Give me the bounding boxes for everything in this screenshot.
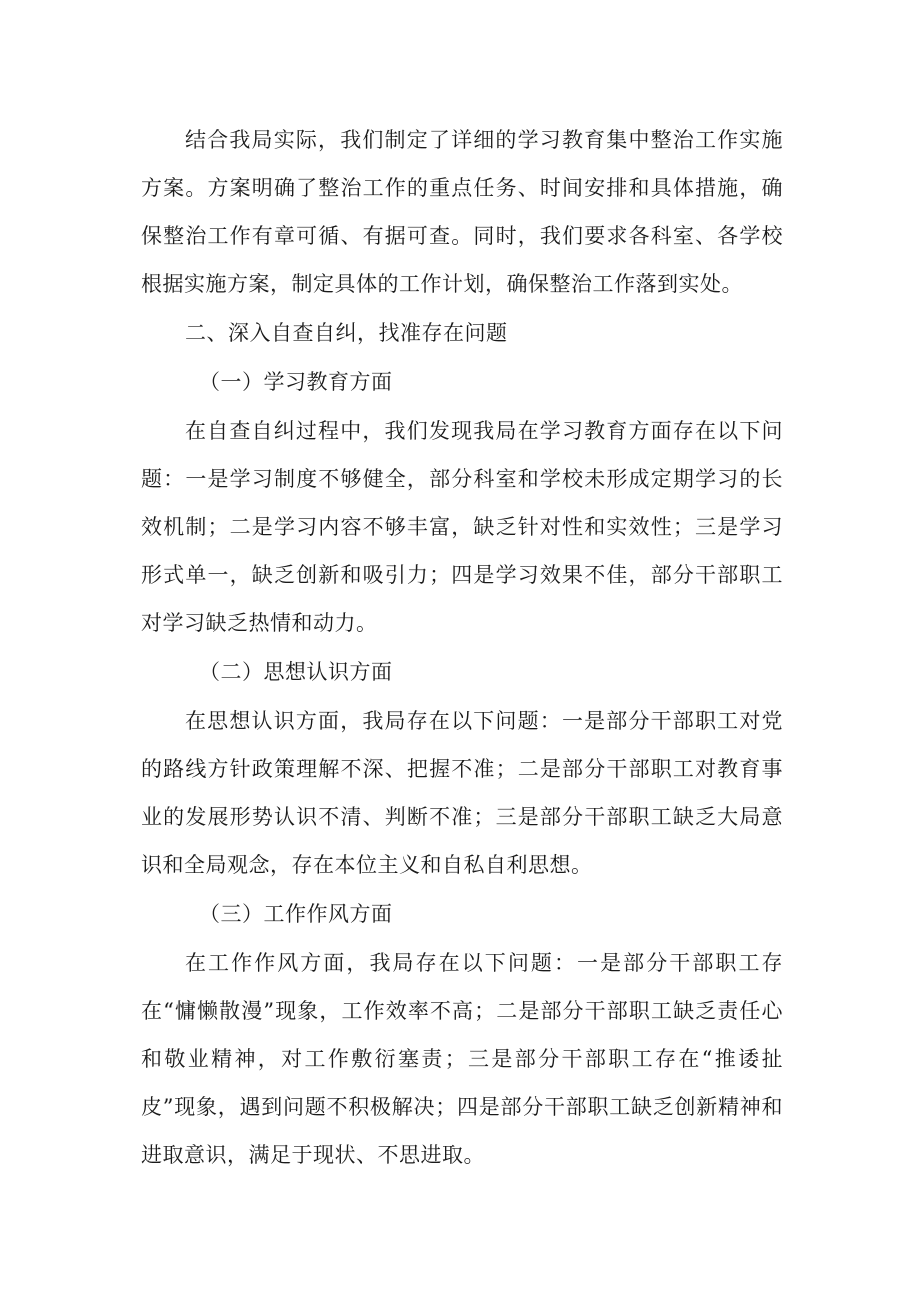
paragraph-study-education-issues: 在自查自纠过程中，我们发现我局在学习教育方面存在以下问题：一是学习制度不够健全，部分科室和学校未形成定期学习的长效机制；二是学习内容不够丰富，缺乏针对性和实效性；三是学习形式单一，缺乏创新和吸引力；四是学习效果不佳，部分干部职工对学习缺乏热情和动力。 [141,419,783,635]
subheading-study-education: （一）学习教育方面 [199,370,393,394]
document-body [141,116,783,1180]
paragraph-work-style-issues: 在工作作风方面，我局存在以下问题：一是部分干部职工存在“慵懒散漫”现象，工作效率不高；二是部分干部职工缺乏责任心和敬业精神，对工作敷衍塞责；三是部分干部职工存在“推诿扯皮”现象，遇到问题不积极解决；四是部分干部职工缺乏创新精神和进取意识，满足于现状、不思进取。 [141,951,783,1167]
subheading-work-style: （三）工作作风方面 [199,902,393,926]
paragraph-ideological-issues: 在思想认识方面，我局存在以下问题：一是部分干部职工对党的路线方针政策理解不深、把握不准；二是部分干部职工对教育事业的发展形势认识不清、判断不准；三是部分干部职工缺乏大局意识和全局观念，存在本位主义和自私自利思想。 [141,709,783,877]
subheading-ideological-understanding: （二）思想认识方面 [199,660,393,684]
paragraph-implementation-plan: 结合我局实际，我们制定了详细的学习教育集中整治工作实施方案。方案明确了整治工作的重点任务、时间安排和具体措施，确保整治工作有章可循、有据可查。同时，我们要求各科室、各学校根据实施方案，制定具体的工作计划，确保整治工作落到实处。 [141,128,783,296]
section-heading-self-inspection: 二、深入自查自纠，找准存在问题 [185,321,508,345]
